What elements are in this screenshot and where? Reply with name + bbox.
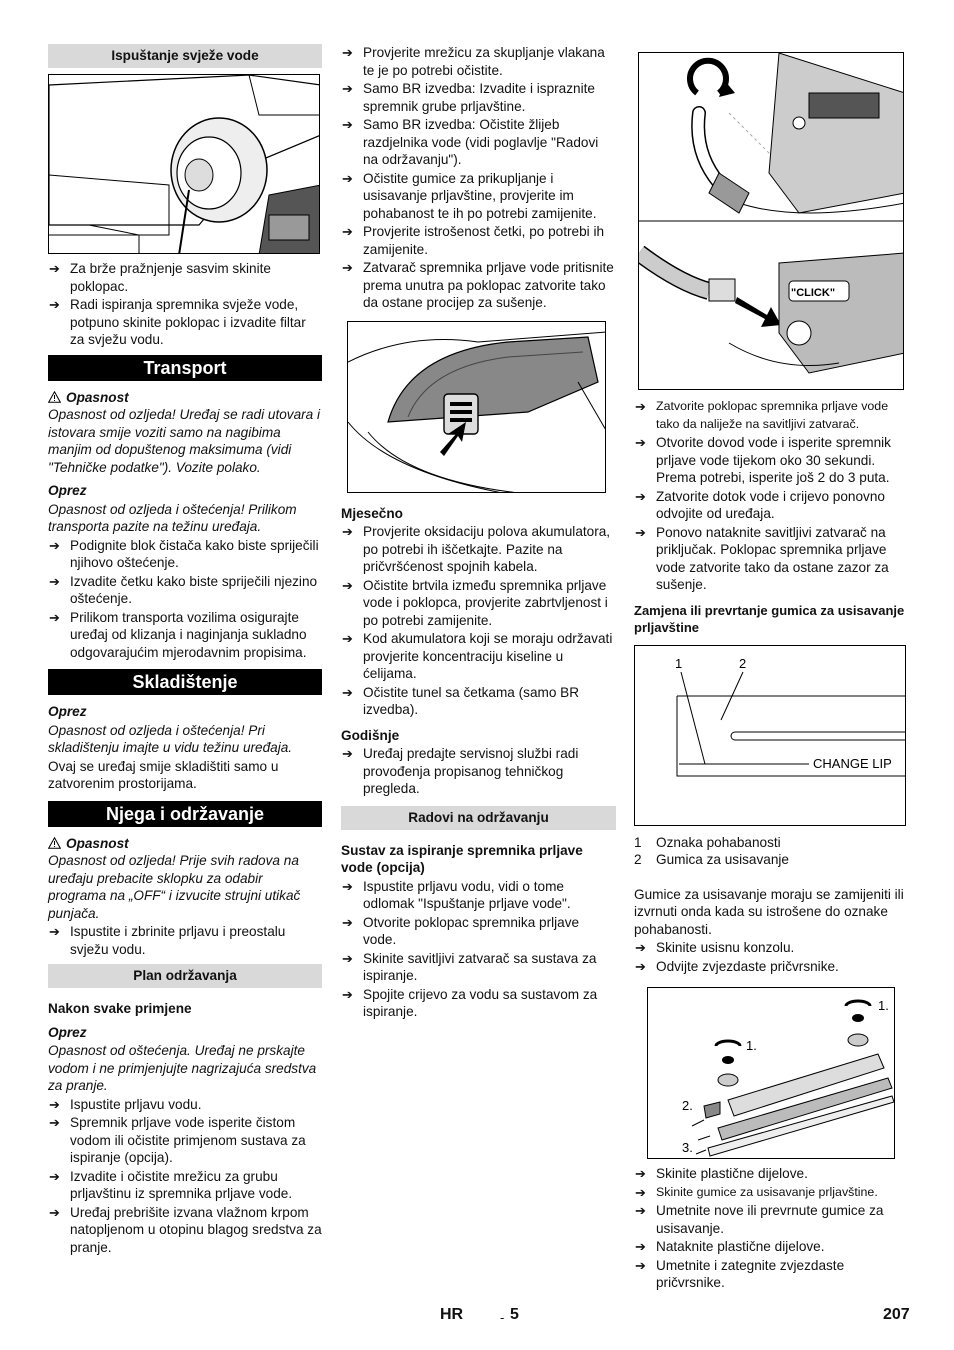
marker-2: 2 — [739, 655, 747, 671]
rinse-heading: Sustav za ispiranje spremnika prljave vode (opcija) — [341, 842, 583, 875]
storage-caution-text: Opasnost od ozljeda i oštećenja! Pri skladištenju imajte u vidu težinu uređaja. — [48, 722, 293, 755]
list-item: ➔ Očistite brtvila između spremnika prljave vode i poklopca, provjerite zabrtvljenost i po potrebi zamijenite. — [342, 577, 608, 628]
list-item: ➔ Očistite tunel sa četkama (samo BR izvedba). — [342, 684, 580, 717]
list-item: ➔ Otvorite dovod vode i isperite spremnik prljave vode tijekom oko 30 sekundi. Prema potrebi, isperite još 2 do 3 puta. — [635, 435, 891, 485]
list-item: ➔ Ispustite i zbrinite prljavu i preostalu svježu vodu. — [49, 924, 286, 957]
list-item: ➔ Spojite crijevo za vodu sa sustavom za ispiranje. — [342, 986, 598, 1019]
figure-squeegee-disassembly — [647, 987, 895, 1159]
list-item: ➔ Provjerite mrežicu za skupljanje vlakana te je po potrebi očistite. — [342, 45, 605, 78]
list-item: ➔ Skinite usisnu konzolu. — [635, 940, 795, 955]
section-heading-transport: Transport — [48, 355, 322, 381]
danger-label: Opasnost — [48, 389, 322, 407]
footer-sep: - — [500, 1310, 505, 1325]
list-item: ➔ Zatvorite poklopac spremnika prljave vode tako da naliježe na savitljivi zatvarač. — [635, 399, 889, 431]
section-heading-fresh-water: Ispuštanje svježe vode — [48, 44, 322, 68]
section-heading-plan: Plan održavanja — [48, 964, 322, 988]
column-1 — [48, 44, 322, 1257]
danger-label: Opasnost — [48, 835, 322, 853]
list-item: ➔ Skinite plastične dijelove. — [635, 1166, 808, 1181]
list-item: ➔ Izvadite i očistite mrežicu za grubu prljavštinu iz spremnika prljave vode. — [49, 1168, 293, 1201]
list-item: ➔ Zatvorite dotok vode i crijevo ponovno odvojite od uređaja. — [635, 488, 885, 521]
click-label: "CLICK" — [791, 287, 836, 299]
list-item: ➔ Ispustite prljavu vodu. — [49, 1096, 202, 1112]
list-item: ➔ Ispustite prljavu vodu, vidi o tome odlomak "Ispuštanje prljave vode". — [342, 878, 571, 911]
list-item: ➔ Spremnik prljave vode isperite čistom vodom ili očistite primjenom sustava za ispiranje (opcija). — [49, 1115, 306, 1165]
column-3 — [634, 52, 907, 1293]
list-item: ➔ Odvijte zvjezdaste pričvrsnike. — [635, 958, 839, 974]
list-item: ➔ Prilikom transporta vozilima osigurajte uređaj od klizanja i naginjanja sukladno odgovarajućim mjerodavnim propisima. — [49, 609, 307, 660]
legend-item: 1 Oznaka pohabanosti — [634, 834, 781, 850]
section-heading-care: Njega i održavanje — [48, 801, 322, 827]
list-item: ➔ Otvorite poklopac spremnika prljave vode. — [342, 914, 580, 947]
step-2: 2. — [682, 1098, 693, 1113]
caution-label: Oprez — [48, 483, 87, 498]
monthly-heading: Mjesečno — [341, 505, 403, 521]
figure-rinse-connector — [638, 52, 904, 390]
after-caution-text: Opasnost od oštećenja. Uređaj ne prskajte vodom i ne primjenjujte nagrizajuća sredstva za pranje. — [48, 1043, 317, 1093]
caution-label: Oprez — [48, 1024, 87, 1040]
list-item: ➔ Uređaj predajte servisnoj službi radi provođenja propisanog tehničkog pregleda. — [342, 746, 579, 796]
warning-triangle-icon — [48, 391, 61, 403]
lip-heading: Zamjena ili prevrtanje gumica za usisavanje prljavštine — [634, 602, 905, 635]
step-3: 3. — [682, 1140, 693, 1155]
step-1b: 1. — [746, 1038, 757, 1053]
after-use-heading: Nakon svake primjene — [48, 1001, 192, 1016]
list-item: ➔ Samo BR izvedba: Izvadite i ispraznite spremnik grube prljavštine. — [342, 81, 595, 114]
list-item: ➔ Očistite gumice za prikupljanje i usisavanje prljavštine, provjerite im pohabanost te ih po potrebi zamijenite. — [342, 170, 597, 221]
list-item: ➔ Radi ispiranja spremnika svježe vode, potpuno skinite poklopac i izvadite filtar za svježu vodu. — [49, 297, 306, 347]
change-lip-label: CHANGE LIP — [813, 755, 892, 771]
marker-1: 1 — [675, 655, 683, 671]
column-2 — [341, 44, 616, 1022]
list-item: ➔ Zatvarač spremnika prljave vode pritisnite prema unutra pa poklopac zatvorite tako da ostane procijep za sušenje. — [342, 260, 614, 310]
list-item: ➔ Kod akumulatora koji se moraju održavati provjerite koncentraciju kiseline u ćelijama. — [342, 631, 613, 681]
step-1a: 1. — [878, 998, 889, 1013]
figure-legend — [634, 834, 907, 869]
list-item: ➔ Uređaj prebrišite izvana vlažnom krpom natopljenom u otopinu blagog sredstva za pranje. — [49, 1204, 322, 1255]
list-item: ➔ Umetnite i zategnite zvjezdaste pričvrsnike. — [635, 1257, 845, 1290]
list-item: ➔ Samo BR izvedba: Očistite žlijeb razdjelnika vode (vidi poglavlje "Radovi na održavanju"). — [342, 117, 599, 167]
storage-text: Ovaj se uređaj smije skladištiti samo u zatvorenim prostorijama. — [48, 758, 279, 791]
footer-section-number: 5 — [510, 1306, 519, 1323]
list-item: ➔ Provjerite oksidaciju polova akumulatora, po potrebi ih iščetkajte. Pazite na pričvršćenost spojnih kabela. — [342, 524, 611, 574]
care-danger-text: Opasnost od ozljeda! Prije svih radova na uređaju prebacite sklopku za odabir programa na „OFF“ i izvucite strujni utikač punjača. — [48, 853, 301, 921]
list-item: ➔ Ponovo nataknite savitljivi zatvarač na priključak. Poklopac spremnika prljave vode zatvorite tako da ostane zazor za sušenje. — [635, 524, 889, 592]
section-heading-maintenance-work: Radovi na održavanju — [341, 806, 616, 830]
list-item: ➔ Skinite savitljivi zatvarač sa sustava za ispiranje. — [342, 950, 597, 983]
list-item: ➔ Podignite blok čistača kako biste spriječili njihovo oštećenje. — [49, 537, 319, 570]
list-item: ➔ Za brže pražnjenje sasvim skinite poklopac. — [49, 261, 271, 294]
transport-danger-text: Opasnost od ozljeda! Uređaj se radi utovara i istovara smije voziti samo na nagibima manjim od dopuštenog maksimuma (vidi "Tehničke podatke"). Vozite polako. — [48, 407, 321, 475]
lip-text: Gumice za usisavanje moraju se zamijeniti ili izvrnuti onda kada su istrošene do oznake pohabanosti. — [634, 886, 904, 937]
figure-tank-latch — [347, 321, 606, 493]
page-number: 207 — [883, 1306, 910, 1323]
warning-triangle-icon — [48, 837, 61, 849]
fresh-list — [48, 260, 322, 349]
figure-fresh-water-cap — [48, 74, 320, 254]
list-item: ➔ Provjerite istrošenost četki, po potrebi ih zamijenite. — [342, 224, 605, 257]
list-item: ➔ Nataknite plastične dijelove. — [635, 1239, 825, 1254]
list-item: ➔ Izvadite četku kako biste spriječili njezino oštećenje. — [49, 573, 318, 606]
yearly-heading: Godišnje — [341, 727, 400, 743]
caution-label: Oprez — [48, 704, 87, 719]
list-item: ➔ Skinite gumice za usisavanje prljavštine. — [635, 1184, 878, 1200]
transport-caution-text: Opasnost od ozljeda i oštećenja! Prilikom transporta pazite na težinu uređaja. — [48, 501, 297, 534]
legend-item: 2 Gumica za usisavanje — [634, 852, 789, 867]
section-heading-storage: Skladištenje — [48, 669, 322, 695]
footer-lang: HR — [440, 1306, 464, 1323]
list-item: ➔ Umetnite nove ili prevrnute gumice za usisavanje. — [635, 1203, 884, 1236]
figure-change-lip — [634, 645, 906, 826]
